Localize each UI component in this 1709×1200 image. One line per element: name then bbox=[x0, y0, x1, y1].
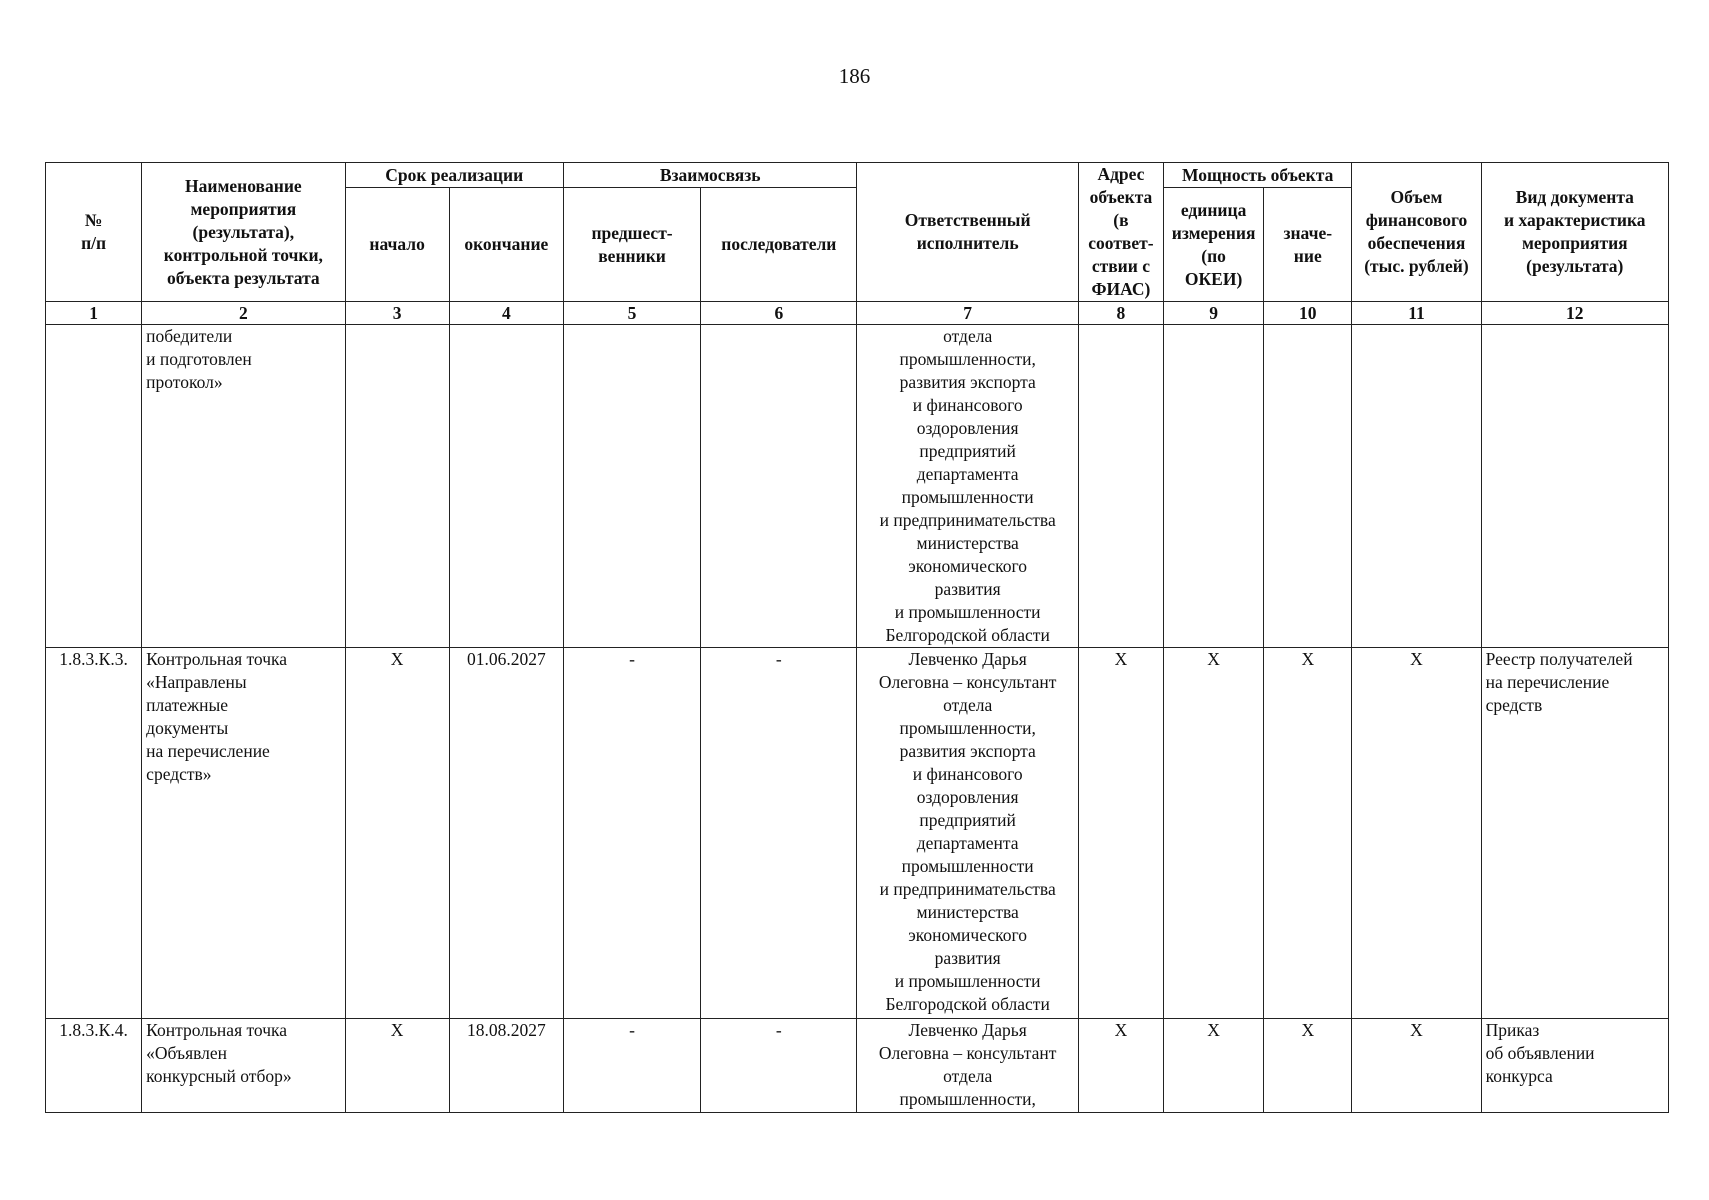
cell-end: 01.06.2027 bbox=[449, 648, 563, 1019]
cell-doc: Приказ об объявлении конкурса bbox=[1481, 1019, 1668, 1113]
cell-value bbox=[1264, 325, 1352, 648]
cell-end: 18.08.2027 bbox=[449, 1019, 563, 1113]
cell-address: X bbox=[1078, 648, 1163, 1019]
cell-executor: Левченко Дарья Олеговна – консультант отдела промышленности, bbox=[857, 1019, 1078, 1113]
table-row bbox=[46, 1019, 1669, 1113]
cell-num: 1.8.3.К.3. bbox=[46, 648, 142, 1019]
table-row bbox=[46, 648, 1669, 1019]
cell-name: победители и подготовлен протокол» bbox=[142, 325, 345, 648]
column-number: 1 bbox=[46, 302, 142, 325]
cell-address bbox=[1078, 325, 1163, 648]
column-number: 2 bbox=[142, 302, 345, 325]
header-executor: Ответственный исполнитель bbox=[857, 163, 1078, 302]
cell-funding: X bbox=[1352, 1019, 1481, 1113]
cell-followers: - bbox=[701, 648, 857, 1019]
cell-executor: отдела промышленности, развития экспорта и финансового оздоровления предприятий департамента промышленности и предпринимательства министерства экономического развития и промышленности Белгородской области bbox=[857, 325, 1078, 648]
header-end: окончание bbox=[449, 188, 563, 302]
cell-num bbox=[46, 325, 142, 648]
cell-address: X bbox=[1078, 1019, 1163, 1113]
page-number: 186 bbox=[838, 64, 871, 88]
plan-table bbox=[45, 162, 1669, 1113]
cell-value: X bbox=[1264, 1019, 1352, 1113]
column-number: 4 bbox=[449, 302, 563, 325]
cell-name: Контрольная точка «Объявлен конкурсный отбор» bbox=[142, 1019, 345, 1113]
table-row bbox=[46, 325, 1669, 648]
header-unit: единица измерения (по ОКЕИ) bbox=[1164, 188, 1264, 302]
header-capacity-group: Мощность объекта bbox=[1164, 163, 1352, 188]
header-start: начало bbox=[345, 188, 449, 302]
cell-num: 1.8.3.К.4. bbox=[46, 1019, 142, 1113]
cell-value: X bbox=[1264, 648, 1352, 1019]
column-number: 9 bbox=[1164, 302, 1264, 325]
cell-name: Контрольная точка «Направлены платежные документы на перечисление средств» bbox=[142, 648, 345, 1019]
header-doc-type: Вид документа и характеристика мероприятия (результата) bbox=[1481, 163, 1668, 302]
header-predecessors: предшест- венники bbox=[563, 188, 700, 302]
cell-predecessors: - bbox=[563, 1019, 700, 1113]
column-number: 7 bbox=[857, 302, 1078, 325]
cell-start: X bbox=[345, 1019, 449, 1113]
column-number: 3 bbox=[345, 302, 449, 325]
cell-unit: X bbox=[1164, 648, 1264, 1019]
header-funding: Объем финансового обеспечения (тыс. рублей) bbox=[1352, 163, 1481, 302]
column-number: 6 bbox=[701, 302, 857, 325]
header-num: № п/п bbox=[46, 163, 142, 302]
cell-unit: X bbox=[1164, 1019, 1264, 1113]
header-address: Адрес объекта (в соответ- ствии с ФИАС) bbox=[1078, 163, 1163, 302]
cell-funding: X bbox=[1352, 648, 1481, 1019]
cell-followers: - bbox=[701, 1019, 857, 1113]
header-term-group: Срок реализации bbox=[345, 163, 563, 188]
column-number: 11 bbox=[1352, 302, 1481, 325]
cell-predecessors bbox=[563, 325, 700, 648]
cell-executor: Левченко Дарья Олеговна – консультант отдела промышленности, развития экспорта и финансового оздоровления предприятий департамента промышленности и предпринимательства министерства экономического развития и промышленности Белгородской области bbox=[857, 648, 1078, 1019]
cell-funding bbox=[1352, 325, 1481, 648]
cell-end bbox=[449, 325, 563, 648]
header-followers: последователи bbox=[701, 188, 857, 302]
column-number: 10 bbox=[1264, 302, 1352, 325]
column-number: 8 bbox=[1078, 302, 1163, 325]
column-number: 12 bbox=[1481, 302, 1668, 325]
column-number-row bbox=[46, 302, 1669, 325]
cell-start bbox=[345, 325, 449, 648]
cell-followers bbox=[701, 325, 857, 648]
cell-doc: Реестр получателей на перечисление средств bbox=[1481, 648, 1668, 1019]
header-link-group: Взаимосвязь bbox=[563, 163, 857, 188]
column-number: 5 bbox=[563, 302, 700, 325]
header-name: Наименование мероприятия (результата), контрольной точки, объекта результата bbox=[142, 163, 345, 302]
cell-doc bbox=[1481, 325, 1668, 648]
cell-predecessors: - bbox=[563, 648, 700, 1019]
cell-unit bbox=[1164, 325, 1264, 648]
cell-start: X bbox=[345, 648, 449, 1019]
header-value: значе- ние bbox=[1264, 188, 1352, 302]
